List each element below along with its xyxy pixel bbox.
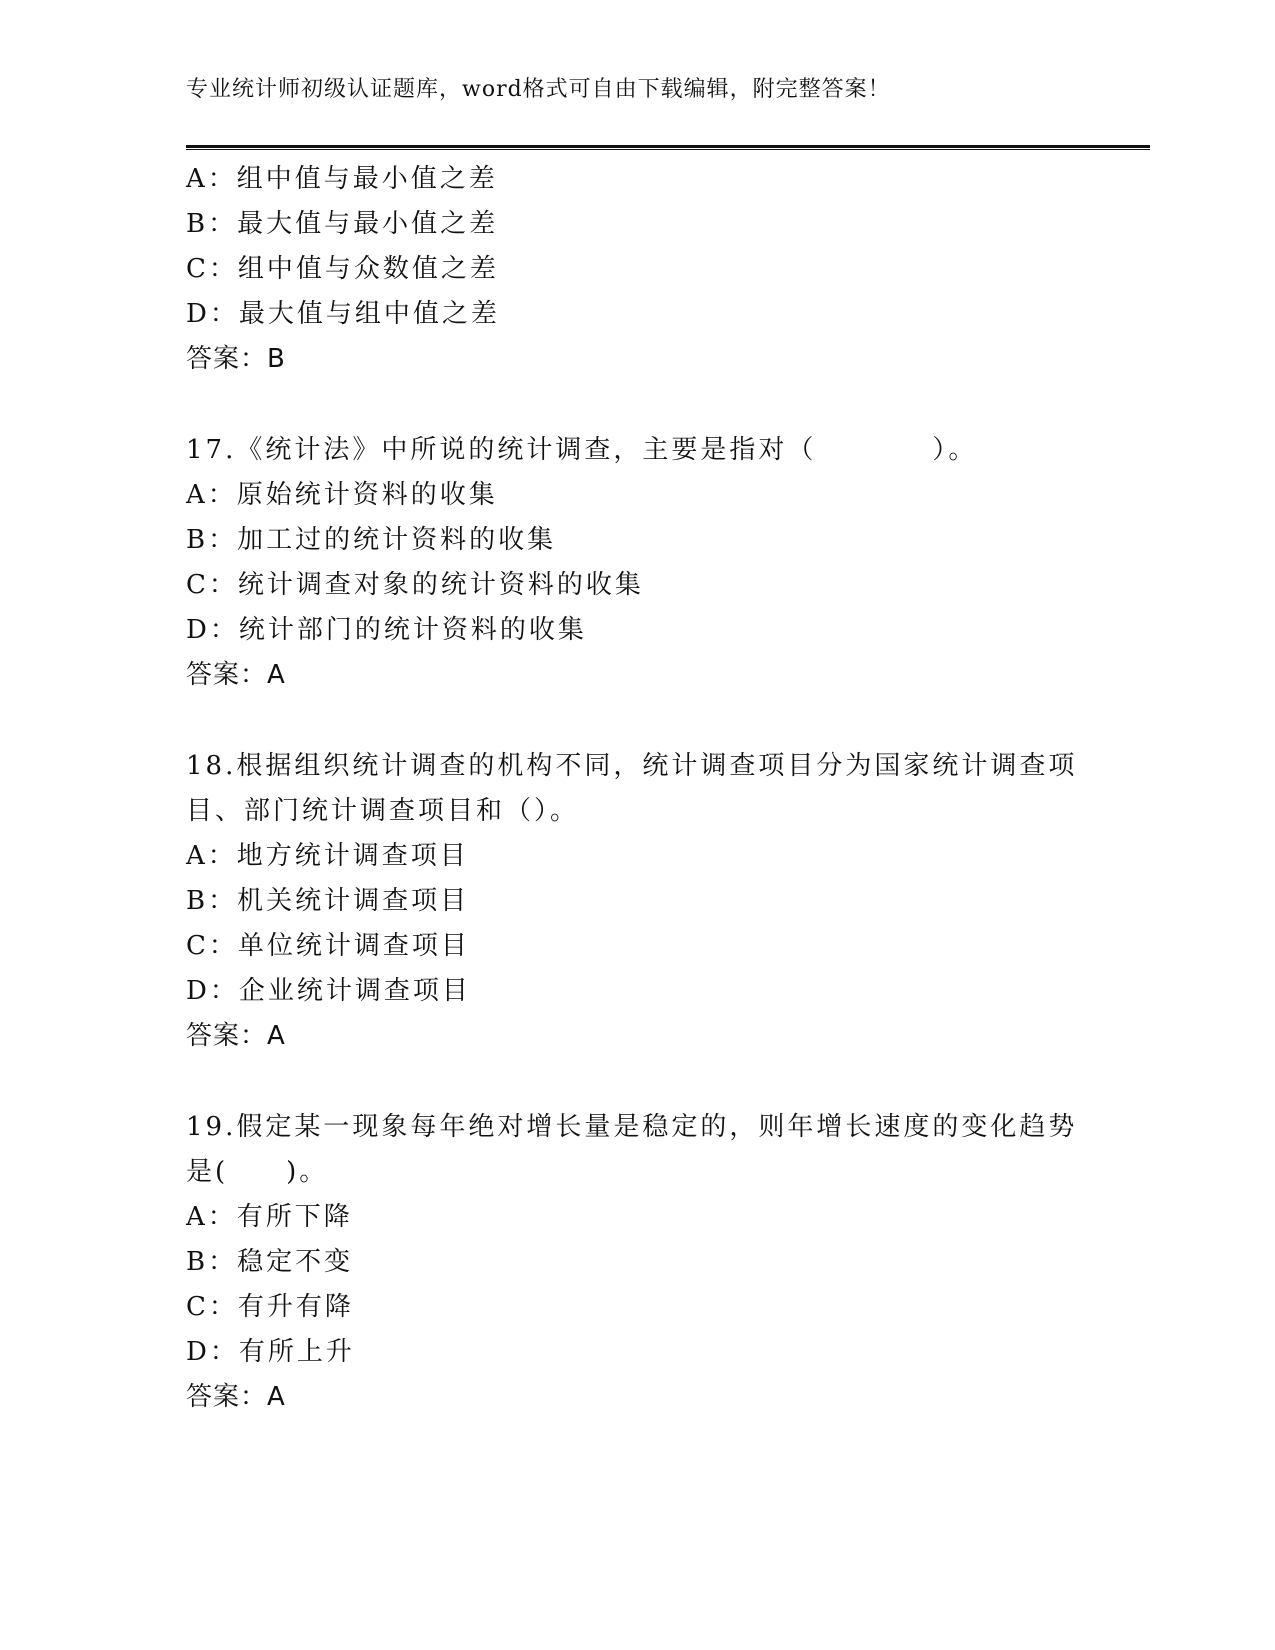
option-a: A：原始统计资料的收集 [186,480,498,510]
option-a: A：地方统计调查项目 [186,841,469,871]
page-header: 专业统计师初级认证题库，word格式可自由下载编辑，附完整答案！ [186,77,891,102]
question-stem-continued: 目、部门统计调查项目和（）。 [186,796,580,826]
header-rule [186,145,1150,150]
option-a: A：有所下降 [186,1202,353,1232]
answer: 答案：A [186,660,286,690]
option-c: C：组中值与众数值之差 [186,254,499,284]
question-17 [186,428,1086,698]
option-d: D：统计部门的统计资料的收集 [186,615,587,645]
answer: 答案：A [186,1382,286,1412]
question-stem-continued: 是( )。 [186,1157,329,1187]
option-b: B：稳定不变 [186,1247,354,1277]
question-list [186,157,1086,1420]
answer: 答案：B [186,344,286,374]
question-stem: 18.根据组织统计调查的机构不同，统计调查项目分为国家统计调查项 [186,751,1078,781]
option-c: C：有升有降 [186,1292,354,1322]
option-c: C：统计调查对象的统计资料的收集 [186,570,644,600]
answer: 答案：A [186,1021,286,1051]
option-b: B：最大值与最小值之差 [186,209,499,239]
option-b: B：机关统计调查项目 [186,886,470,916]
option-c: C：单位统计调查项目 [186,931,470,961]
question-stem: 19.假定某一现象每年绝对增长量是稳定的，则年增长速度的变化趋势 [186,1112,1078,1142]
question-19 [186,1105,1086,1420]
question-stem: 17.《统计法》中所说的统计调查，主要是指对（ ）。 [186,435,978,465]
question-18 [186,744,1086,1059]
option-b: B：加工过的统计资料的收集 [186,525,557,555]
option-a: A：组中值与最小值之差 [186,164,498,194]
option-d: D：有所上升 [186,1337,355,1367]
option-d: D：企业统计调查项目 [186,976,471,1006]
option-d: D：最大值与组中值之差 [186,299,500,329]
question-16 [186,157,1086,382]
